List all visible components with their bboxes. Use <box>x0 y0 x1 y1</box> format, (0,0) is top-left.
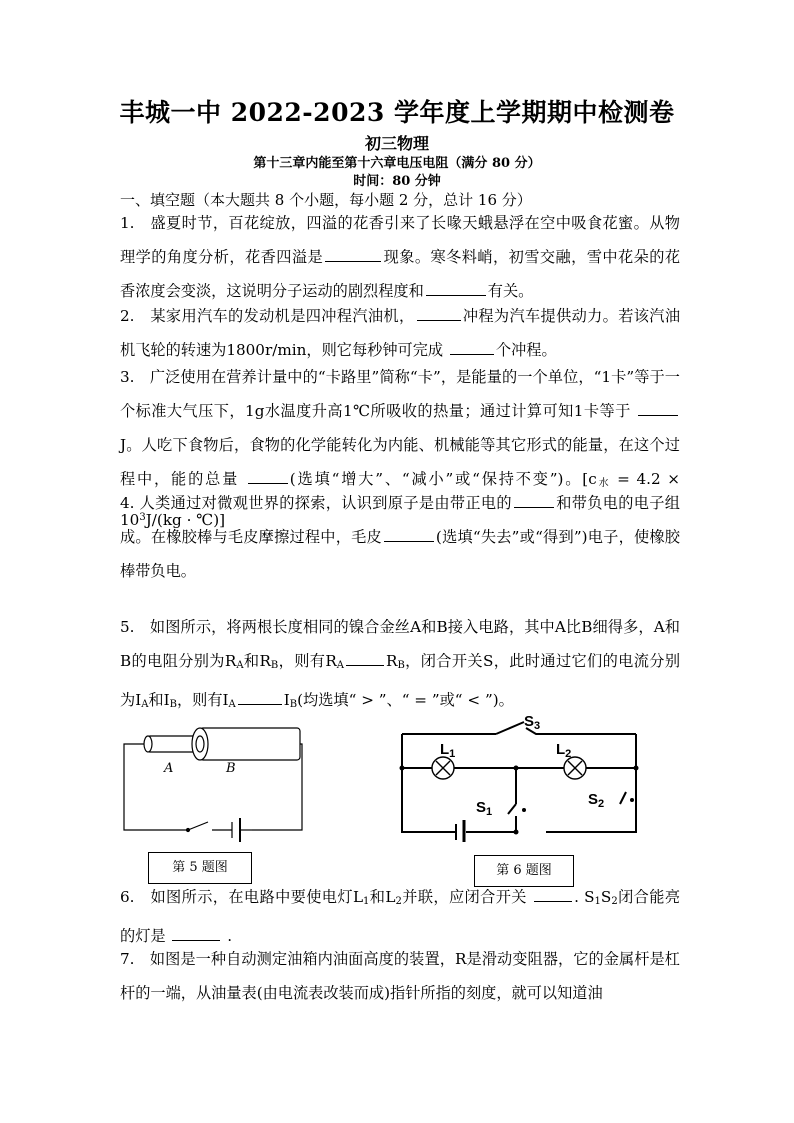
q5-text-f: 和I <box>148 691 170 709</box>
q6-sub: 1 <box>594 896 601 907</box>
fig6-label-s2: $S_2$ <box>588 791 605 810</box>
figure-5-circuit <box>118 722 318 842</box>
q3-blank-2 <box>248 467 288 484</box>
q6-text-f: 闭合能亮的灯是 <box>120 888 681 945</box>
q5-sub: A <box>228 699 236 710</box>
q4-text-b: 和带负电的电子组成。在橡胶棒与毛皮摩擦过程中，毛皮 <box>120 494 680 546</box>
q5-sub: B <box>289 699 298 710</box>
q3-text-g: J/(kg · ℃)] <box>145 511 226 529</box>
question-5 <box>120 610 680 722</box>
exam-title: 丰城一中 2022-2023 学年度上学期期中检测卷 <box>119 98 675 127</box>
q5-text-i: (均选填“ > ”、“ = ”或“ < ”)。 <box>297 691 514 709</box>
q6-text-a: 6. 如图所示，在电路中要使电灯L <box>120 888 364 906</box>
q6-sub: 2 <box>395 896 402 907</box>
q6-text-d: . S <box>574 888 595 906</box>
q4-blank-2 <box>384 525 434 542</box>
question-1 <box>120 206 680 308</box>
q3-sup-exp: 3 <box>139 512 146 523</box>
q6-text-b: 和L <box>369 888 396 906</box>
question-7 <box>120 942 680 1010</box>
q1-text-c: 有关。 <box>487 282 534 300</box>
q5-sub: B <box>169 699 177 710</box>
q2-text-c: 个冲程。 <box>495 341 557 359</box>
q5-text-b: 和R <box>243 652 271 670</box>
q7-text-a: 7. 如图是一种自动测定油箱内油面高度的装置，R是滑动变阻器，它的金属杆是杠杆的一端，从油量表(由电流表改装而成)指针所指的刻度，就可以知道油 <box>120 950 680 1002</box>
q5-sub: B <box>397 660 405 671</box>
q5-sub: A <box>336 660 344 671</box>
section-heading-fill-blank: 一、填空题（本大题共 8 个小题，每小题 2 分，总计 16 分） <box>120 191 532 209</box>
q5-text-d: R <box>386 652 398 670</box>
q2-text-b: 冲程为汽车提供动力。若该汽油机飞轮的转速为1800r/min，则它每秒钟可完成 <box>120 307 681 359</box>
q5-blank-1 <box>346 649 384 666</box>
q4-text-a: 4. 人类通过对微观世界的探索，认识到原子是由带正电的 <box>120 494 512 512</box>
q6-text-e: S <box>600 888 612 906</box>
q3-text-b: J。人吃下食物后，食物的化学能转化为内能、机械能等其它形式的能量，在这个过程中，能的总量 <box>120 436 680 488</box>
q6-blank-1 <box>534 885 572 902</box>
fig5-label-b: B <box>226 761 236 776</box>
q1-text-a: 1. 盛夏时节，百花绽放，四溢的花香引来了长喙天蛾悬浮在空中吸食花蜜。从物理学的角度分析，花香四溢是 <box>120 214 680 266</box>
q3-text-e: = 4.2 × 10 <box>120 470 681 529</box>
q6-sub: 1 <box>363 896 370 907</box>
exam-subject: 初三物理 <box>364 134 429 153</box>
q5-text-e: ，闭合开关S，此时通过它们的电流分别为I <box>120 652 681 709</box>
figure-6-caption: 第 6 题图 <box>474 855 574 887</box>
fig6-label-s3: $S_3$ <box>524 713 541 732</box>
q6-sub: 2 <box>611 896 618 907</box>
fig6-label-l1: $L_1$ <box>440 741 456 760</box>
q6-text-g: . <box>222 927 233 945</box>
q2-text-a: 2. 某家用汽车的发动机是四冲程汽油机， <box>120 307 415 325</box>
q5-blank-2 <box>238 688 282 705</box>
question-4 <box>120 486 680 588</box>
fig6-label-s1: $S_1$ <box>476 799 493 818</box>
exam-scope: 第十三章内能至第十六章电压电阻（满分 80 分） <box>253 156 541 171</box>
q5-text-g: ，则有I <box>176 691 229 709</box>
q2-blank-2 <box>450 338 494 355</box>
q4-text-c: (选填“失去”或“得到”)电子，使橡胶棒带负电。 <box>120 528 680 580</box>
q5-text-h: I <box>283 691 290 709</box>
q6-blank-2 <box>172 924 220 941</box>
question-2 <box>120 299 680 367</box>
q5-sub: A <box>236 660 244 671</box>
q3-blank-1 <box>638 399 678 416</box>
exam-time: 时间：80 分钟 <box>353 174 441 189</box>
q4-blank-1 <box>514 491 554 508</box>
q1-blank-2 <box>426 279 486 296</box>
q5-text-c: ，则有R <box>278 652 337 670</box>
q6-text-c: 并联，应闭合开关 <box>401 888 533 906</box>
q1-blank-1 <box>325 245 381 262</box>
q1-text-b: 现象。寒冬料峭，初雪交融，雪中花朵的花香浓度会变淡，这说明分子运动的剧烈程度和 <box>120 248 680 300</box>
q5-sub: A <box>141 699 149 710</box>
q3-text-c: (选填“增大”、“减小”或“保持不变”)。[c <box>289 470 597 488</box>
q3-text-a: 3. 广泛使用在营养计量中的“卡路里”简称“卡”，是能量的一个单位，“1卡”等于一个标准大气压下，1g水温度升高1℃所吸收的热量；通过计算可知1卡等于 <box>120 368 680 420</box>
figure-5-caption: 第 5 题图 <box>148 852 252 884</box>
q2-blank-1 <box>417 304 461 321</box>
q3-sub-water: 水 <box>596 478 611 489</box>
q5-sub: B <box>270 660 279 671</box>
q5-text-a: 5. 如图所示，将两根长度相同的镍合金丝A和B接入电路，其中A比B细得多，A和B的电阻分别为R <box>120 618 680 670</box>
fig5-label-a: A <box>164 761 174 776</box>
figure-6-circuit <box>396 712 646 842</box>
fig6-label-l2: $L_2$ <box>556 741 572 760</box>
